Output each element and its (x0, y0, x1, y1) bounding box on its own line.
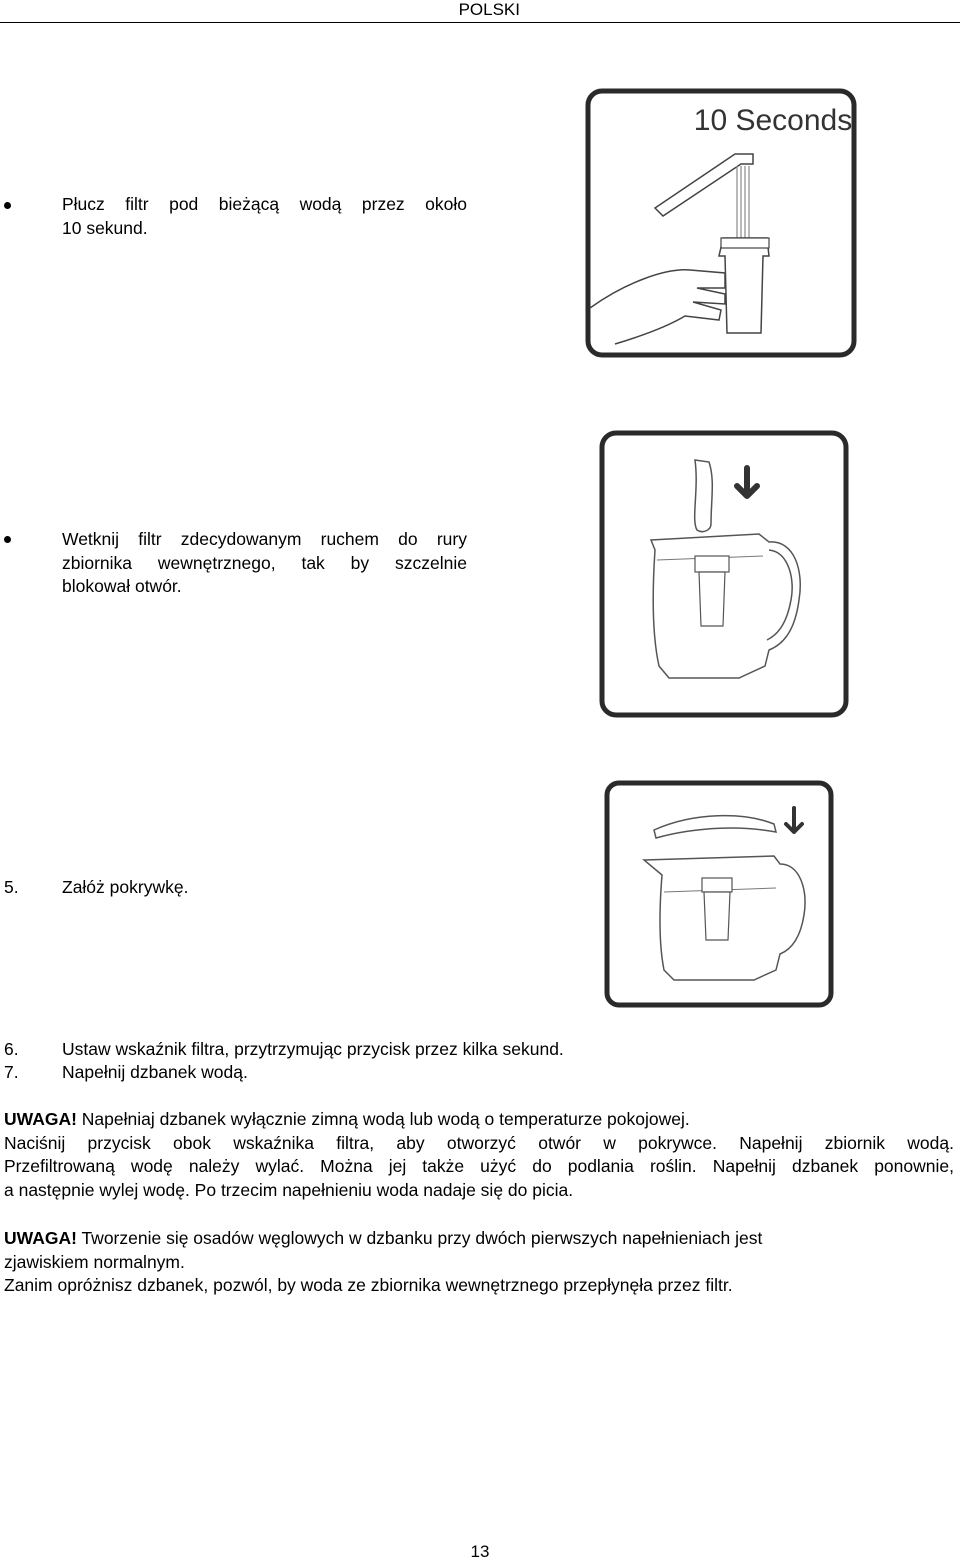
step-5 (4, 876, 19, 900)
warning-2-first-line: Tworzenie się osadów węglowych w dzbanku przy dwóch pierwszych napełnieniach jest (76, 1228, 763, 1248)
warning-1 (4, 1108, 954, 1202)
step-insert-line-3: blokował otwór. (62, 576, 182, 596)
bullet (4, 202, 11, 209)
step-rinse-line-2: 10 sekund. (62, 217, 148, 238)
warning-2-line-3: Zanim opróżnisz dzbanek, pozwól, by woda ze zbiornika wewnętrznego przepłynęła przez filtr. (4, 1275, 733, 1295)
step-rinse-text (62, 193, 467, 240)
warning-2-line-2: zjawiskiem normalnym. (4, 1251, 185, 1272)
step-5-number: 5. (4, 877, 19, 897)
warning-2 (4, 1227, 954, 1298)
page-number: 13 (470, 1542, 490, 1561)
step-5-text: Załóż pokrywkę. (62, 877, 189, 897)
warning-1-first-line: Napełniaj dzbanek wyłącznie zimną wodą lub wodą o temperaturze pokojowej. (76, 1109, 690, 1129)
step-6-number: 6. (4, 1039, 19, 1059)
place-lid-figure (604, 780, 834, 1008)
warning-1-line-2: Naciśnij przycisk obok wskaźnika filtra, aby otworzyć otwór w pokrywce. Napełnij zbiornik wodą. (4, 1132, 954, 1153)
filter-rinse-illustration (585, 88, 857, 358)
step-6-text: Ustaw wskaźnik filtra, przytrzymując przycisk przez kilka sekund. (62, 1039, 564, 1059)
step-rinse-line-1: Płucz filtr pod bieżącą wodą przez około (62, 194, 467, 214)
header-title: POLSKI (458, 0, 520, 19)
rinse-filter-figure (585, 88, 857, 358)
step-7-text: Napełnij dzbanek wodą. (62, 1062, 248, 1082)
step-insert-line-2: zbiornika wewnętrznego, tak by szczelnie (62, 552, 467, 573)
warning-2-label: UWAGA! (4, 1228, 77, 1248)
insert-filter-figure (599, 430, 849, 718)
bullet (4, 536, 11, 543)
step-7-number: 7. (4, 1062, 19, 1082)
warning-1-line-3: Przefiltrowaną wodę należy wylać. Można jej także użyć do podlania roślin. Napełnij dzbanek ponownie, (4, 1156, 954, 1176)
page-header (0, 0, 960, 23)
figure-label: 10 Seconds (693, 104, 853, 137)
step-insert-text (62, 528, 467, 599)
warning-1-label: UWAGA! (4, 1109, 77, 1129)
place-lid-illustration (604, 780, 834, 1008)
warning-1-line-4: a następnie wylej wodę. Po trzecim napełnieniu woda nadaje się do picia. (4, 1179, 574, 1200)
insert-filter-illustration (599, 430, 849, 718)
step-insert-line-1: Wetknij filtr zdecydowanym ruchem do rury (62, 529, 467, 549)
